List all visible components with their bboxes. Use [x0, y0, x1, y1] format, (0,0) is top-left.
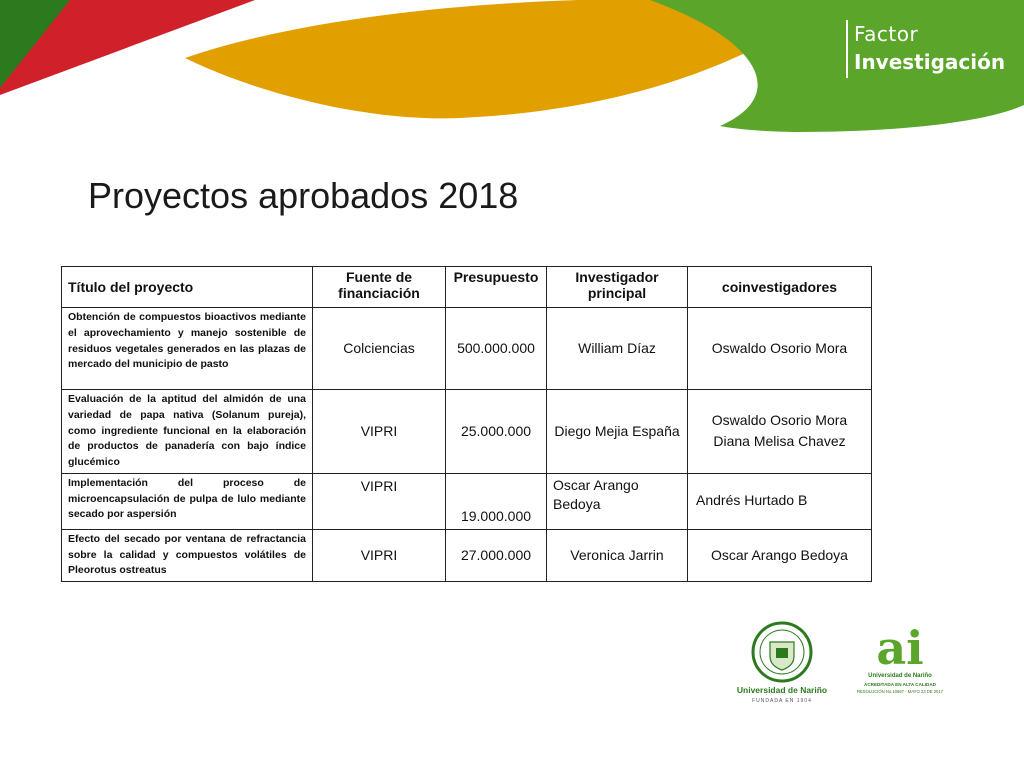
- coinvestigators: [688, 529, 872, 581]
- footer-logos: [736, 620, 946, 710]
- funding-source: VIPRI: [313, 390, 446, 474]
- brand-line1: Factor: [854, 22, 919, 46]
- table-row: [62, 529, 872, 581]
- accreditation-line2: RESOLUCIÓN No.10567 - MAYO 23 DE 2017: [856, 689, 944, 694]
- header-budget: Presupuesto: [446, 267, 547, 308]
- funding-source: VIPRI: [313, 529, 446, 581]
- budget: 27.000.000: [446, 529, 547, 581]
- coinvestigator: Oswaldo Osorio Mora: [711, 412, 848, 429]
- principal-investigator: William Díaz: [547, 308, 688, 390]
- budget: 500.000.000: [446, 308, 547, 390]
- accreditation-university: Universidad de Nariño: [868, 673, 932, 679]
- budget: 25.000.000: [446, 390, 547, 474]
- header-investigator: Investigador principal: [547, 267, 688, 308]
- header-coinvestigators: coinvestigadores: [688, 267, 872, 308]
- coinvestigators: [688, 308, 872, 390]
- project-title: Efecto del secado por ventana de refractancia sobre la calidad y compuestos volátiles de Pleorotus ostreatus: [62, 529, 313, 581]
- project-title: Evaluación de la aptitud del almidón de una variedad de papa nativa (Solanum pureja), como ingrediente funcional en la elaboración de productos de panadería con bajo índice glucémico: [62, 390, 313, 474]
- header-title: Título del proyecto: [62, 267, 313, 308]
- funding-source: VIPRI: [313, 473, 446, 529]
- accreditation-logo: [857, 621, 944, 694]
- principal-investigator: Oscar Arango Bedoya: [547, 473, 688, 529]
- header-funding: Fuente de financiación: [313, 267, 446, 308]
- coinvestigator: Diana Melisa Chavez: [713, 433, 846, 450]
- principal-investigator: Veronica Jarrin: [547, 529, 688, 581]
- table-row: [62, 473, 872, 529]
- funding-source: Colciencias: [313, 308, 446, 390]
- coinvestigators: [688, 473, 872, 529]
- project-title: Implementación del proceso de microencapsulación de pulpa de lulo mediante secado por aspersión: [62, 473, 313, 529]
- coinvestigator: Oswaldo Osorio Mora: [711, 340, 848, 356]
- table-row: [62, 308, 872, 390]
- table-header-row: [62, 267, 872, 308]
- page-title: Proyectos aprobados 2018: [88, 175, 519, 216]
- projects-table: [61, 266, 872, 582]
- brand-line2: Investigación: [854, 50, 1006, 74]
- university-founded: FUNDADA EN 1904: [752, 698, 812, 704]
- accreditation-mark: ai: [876, 621, 924, 675]
- table-row: [62, 390, 872, 474]
- brand-divider: [846, 20, 848, 78]
- brand-logo: [846, 18, 1016, 88]
- coinvestigator: Oscar Arango Bedoya: [711, 546, 848, 563]
- coinvestigators: [688, 390, 872, 474]
- university-seal-logo: [737, 623, 827, 704]
- university-name: Universidad de Nariño: [736, 685, 828, 695]
- principal-investigator: Diego Mejia España: [547, 390, 688, 474]
- budget: 19.000.000: [446, 473, 547, 529]
- accreditation-line1: ACREDITADA EN ALTA CALIDAD: [864, 682, 936, 687]
- project-title: Obtención de compuestos bioactivos mediante el aprovechamiento y manejo sostenible de residuos vegetales generados en las plazas de mercado del municipio de pasto: [62, 308, 313, 390]
- coinvestigator: Andrés Hurtado B: [696, 492, 808, 509]
